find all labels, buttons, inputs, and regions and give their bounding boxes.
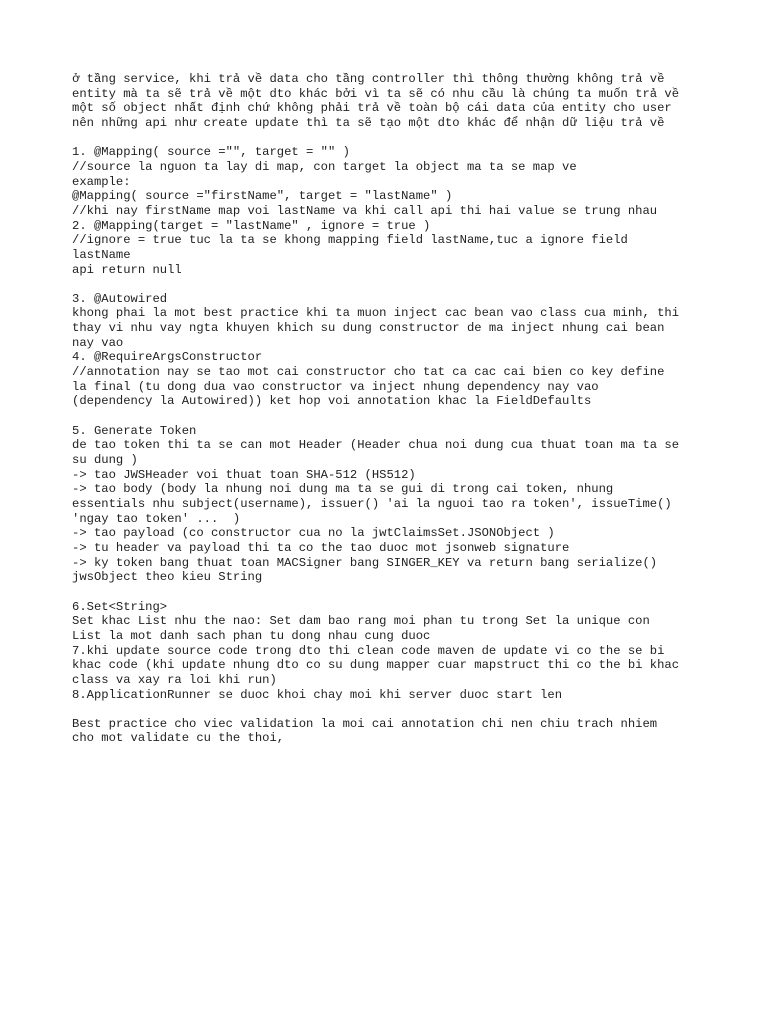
text-line: example: [72,174,131,189]
text-line: 'ngay tao token' ... ) [72,511,241,526]
text-line: //ignore = true tuc la ta se khong mapping field lastName,tuc a ignore field [72,233,628,248]
text-line: cho mot validate cu the thoi, [72,731,285,746]
text-line: de tao token thi ta se can mot Header (Header chua noi dung cua thuat toan ma ta se [72,438,680,453]
text-line: su dung ) [72,453,138,468]
text-line: 5. Generate Token [72,423,197,438]
text-line: khong phai la mot best practice khi ta muon inject cac bean vao class cua minh, thi [72,306,680,321]
text-line: entity mà ta sẽ trả về một dto khác bởi vì ta sẽ có nhu cầu là chúng ta muốn trả về [72,86,680,101]
paragraph-mapping [72,145,712,277]
paragraph-validation [72,717,712,746]
text-line: //khi nay firstName map voi lastName va khi call api thi hai value se trung nhau [72,203,658,218]
paragraph-autowired [72,292,712,409]
text-line: @Mapping( source ="firstName", target = "lastName" ) [72,189,453,204]
text-line: //source la nguon ta lay di map, con target la object ma ta se map ve [72,159,577,174]
text-line: api return null [72,262,182,277]
text-line: List la mot danh sach phan tu dong nhau cung duoc [72,628,431,643]
text-line: -> tao body (body la nhung noi dung ma ta se gui di trong cai token, nhung [72,482,614,497]
text-line: một số object nhất định chứ không phải trả về toàn bộ cái data của entity cho user [72,101,672,116]
paragraph-gap [72,702,712,717]
text-line: Best practice cho viec validation la moi cai annotation chi nen chiu trach nhiem [72,716,658,731]
paragraph-gap [72,585,712,600]
text-line: 4. @RequireArgsConstructor [72,350,263,365]
paragraph-intro [72,72,712,131]
text-line: (dependency la Autowired)) ket hop voi annotation khac la FieldDefaults [72,394,592,409]
paragraph-gap [72,277,712,292]
text-line: thay vi nhu vay ngta khuyen khich su dung constructor de ma inject nhung cai bean [72,321,665,336]
text-line: ở tầng service, khi trả về data cho tầng controller thì thông thường không trả về [72,72,665,86]
text-line: -> tao payload (co constructor cua no la jwtClaimsSet.JSONObject ) [72,526,555,541]
paragraph-generate-token [72,424,712,585]
text-line: //annotation nay se tao mot cai constructor cho tat ca cac cai bien co key define [72,365,665,380]
text-line: 3. @Autowired [72,291,168,306]
text-line: 8.ApplicationRunner se duoc khoi chay moi khi server duoc start len [72,687,563,702]
text-line: khac code (khi update nhung dto co su dung mapper cuar mapstruct thi co the bi khac [72,658,680,673]
text-line: 7.khi update source code trong dto thi clean code maven de update vi co the se bi [72,643,665,658]
text-line: 2. @Mapping(target = "lastName" , ignore = true ) [72,218,431,233]
text-line: Set khac List nhu the nao: Set dam bao rang moi phan tu trong Set la unique con [72,614,650,629]
text-line: class va xay ra loi khi run) [72,672,277,687]
paragraph-gap [72,131,712,146]
text-line: essentials nhu subject(username), issuer() 'ai la nguoi tao ra token', issueTime() [72,496,672,511]
text-line: la final (tu dong dua vao constructor va inject nhung dependency nay vao [72,379,599,394]
text-line: -> tu header va payload thi ta co the tao duoc mot jsonweb signature [72,540,570,555]
text-line: lastName [72,247,131,262]
text-line: nay vao [72,335,124,350]
text-line: nên những api như create update thì ta sẽ tạo một dto khác để nhận dữ liệu trả về [72,115,665,130]
document-page [72,72,712,746]
text-line: 6.Set<String> [72,599,168,614]
text-line: 1. @Mapping( source ="", target = "" ) [72,145,350,160]
paragraph-set-string [72,600,712,703]
text-line: -> tao JWSHeader voi thuat toan SHA-512 (HS512) [72,467,416,482]
text-line: jwsObject theo kieu String [72,570,263,585]
paragraph-gap [72,409,712,424]
text-line: -> ky token bang thuat toan MACSigner bang SINGER_KEY va return bang serialize() [72,555,658,570]
